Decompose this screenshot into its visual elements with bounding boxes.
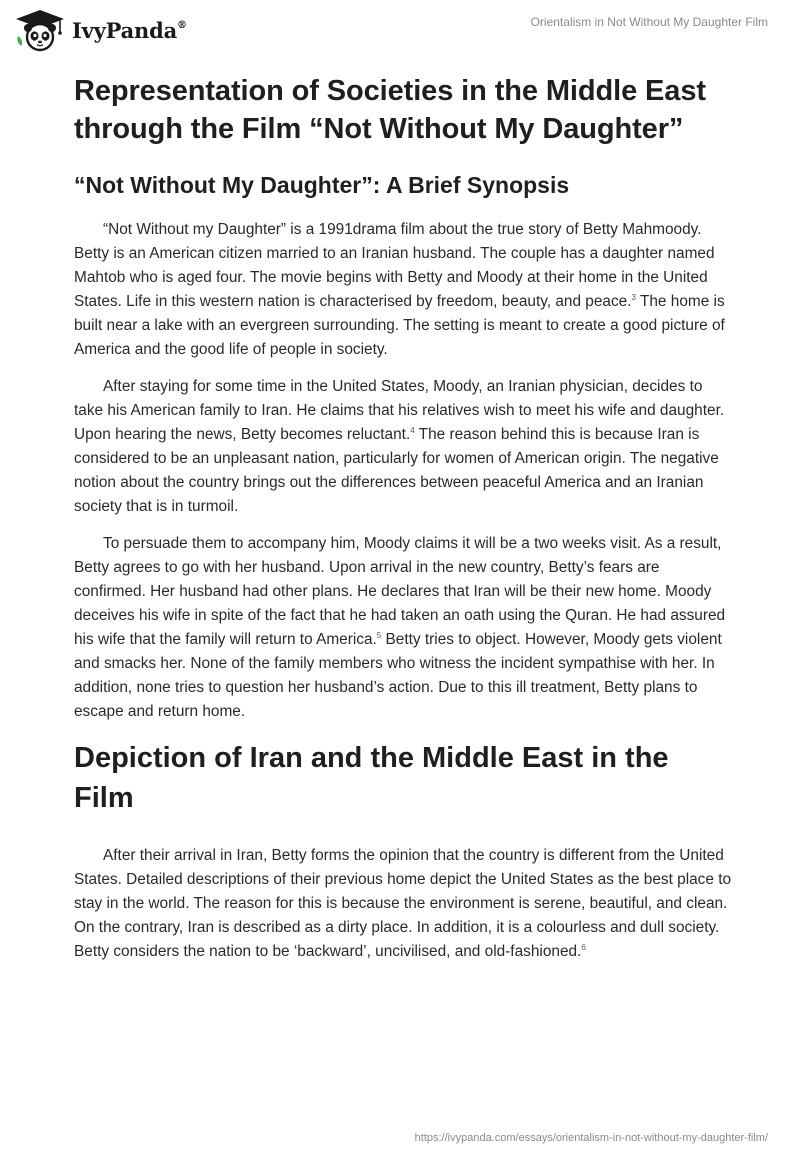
footer-url[interactable]: https://ivypanda.com/essays/orientalism-in-not-without-my-daughter-film/ — [414, 1132, 768, 1144]
footnote-ref[interactable]: 5 — [376, 630, 382, 640]
paragraph: “Not Without my Daughter” is a 1991drama film about the true story of Betty Mahmoody. Betty is an American citizen married to an Iranian husband. The couple has a daughter named Mahtob who is aged four. The movie begins with Betty and Moody at their home in the United States. Life in this western nation is characterised by freedom, beauty, and peace.$^3$ The home is built near a lake with an evergreen surrounding. The setting is meant to create a good picture of America and the good life of people in society. — [74, 221, 725, 358]
section-heading-synopsis: “Not Without My Daughter”: A Brief Synopsis — [74, 172, 570, 198]
paragraph: To persuade them to accompany him, Moody claims it will be a two weeks visit. As a result, Betty agrees to go with her husband. Upon arrival in the new country, Betty’s fears are confirmed. Her husband had other plans. He declares that Iran will be their new home. Moody deceives his wife in spite of the fact that he had taken an oath using the Quran. He had assured his wife that the family will return to America.$^5$ Betty tries to object. However, Moody gets violent and smacks her. None of the family members who witness the incident sympathise with her. In addition, none tries to question her husband’s action. Due to this ill treatment, Betty plans to escape and return home. — [74, 535, 726, 720]
paragraph: After their arrival in Iran, Betty forms the opinion that the country is different from the United States. Detailed descriptions of their previous home depict the United States as the best place to stay in the world. The reason for this is because the environment is serene, beautiful, and clean. On the contrary, Iran is described as a dirty place. In addition, it is a colourless and dull society. Betty considers the nation to be ‘backward’, uncivilised, and old-fashioned.$^6$ — [74, 847, 732, 960]
footnote-ref[interactable]: 6 — [581, 942, 586, 952]
footnote-ref[interactable]: 3 — [631, 292, 636, 302]
document-title: Orientalism in Not Without My Daughter Film — [530, 15, 768, 29]
panda-graduate-icon — [14, 8, 66, 52]
article-body — [74, 72, 734, 977]
article-title: Representation of Societies in the Middle East through the Film “Not Without My Daughter” — [74, 75, 706, 145]
logo[interactable] — [14, 8, 187, 52]
footnote-ref[interactable]: 4 — [410, 425, 415, 435]
paragraph: After staying for some time in the United States, Moody, an Iranian physician, decides to take his American family to Iran. He claims that his relatives wish to meet his wife and daughter. Upon hearing the news, Betty becomes reluctant.$^4$ The reason behind this is because Iran is considered to be an unpleasant nation, particularly for women of American origin. The negative notion about the country brings out the differences between peaceful America and an Iranian society that is in turmoil. — [74, 378, 725, 515]
logo-wordmark: IvyPanda® — [72, 17, 187, 43]
section-heading-depiction: Depiction of Iran and the Middle East in the Film — [74, 742, 669, 814]
page-header — [0, 0, 800, 64]
